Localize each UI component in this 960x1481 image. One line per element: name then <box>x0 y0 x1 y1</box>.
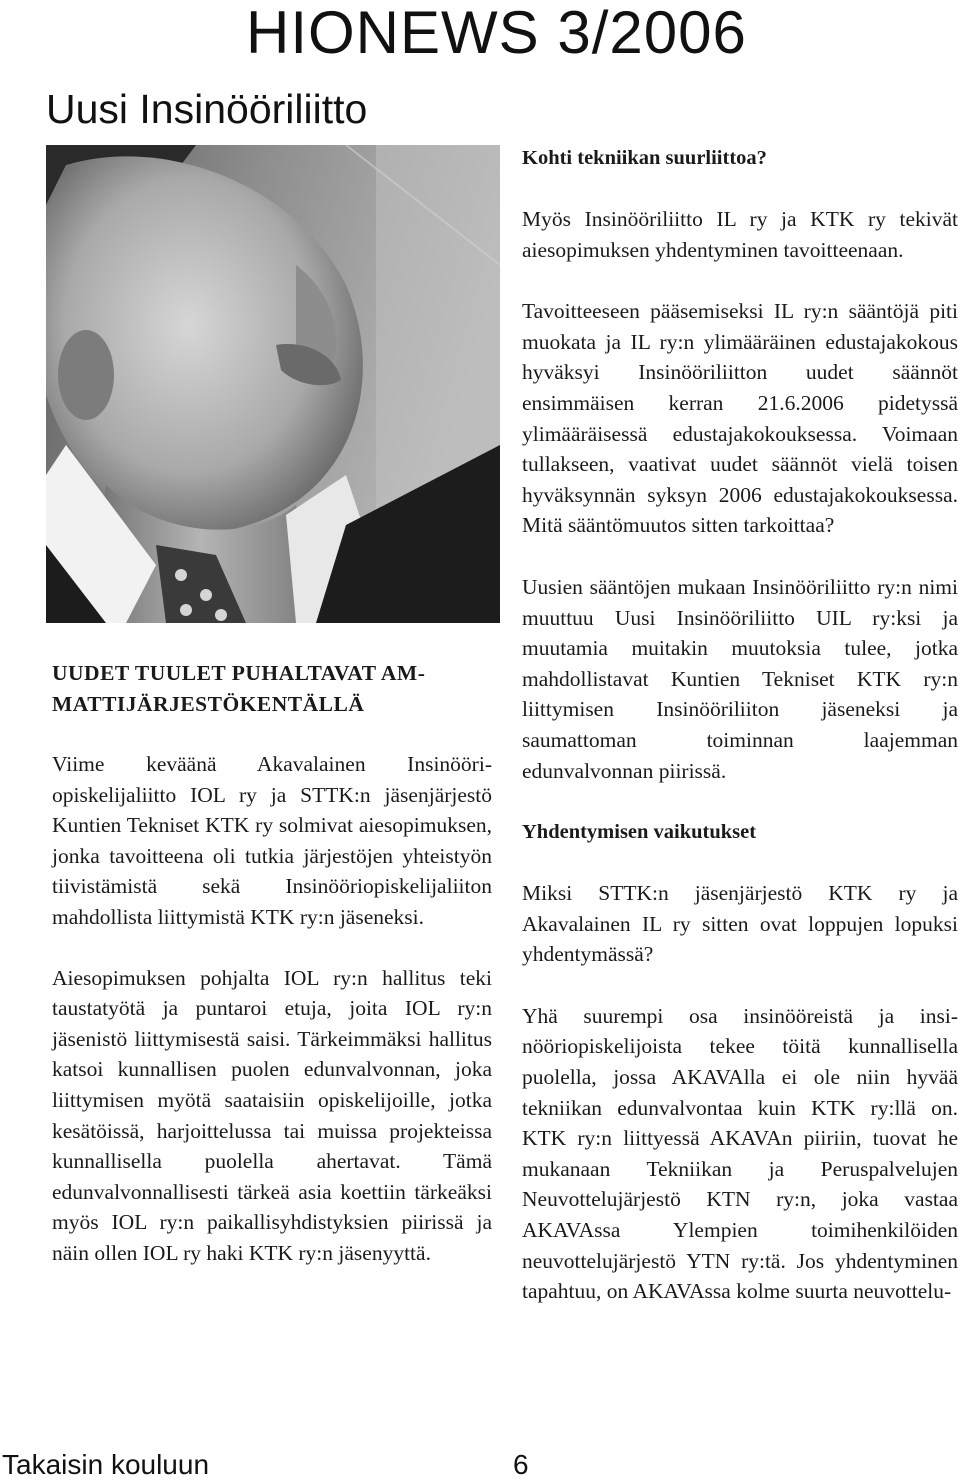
paragraph: Yhä suurempi osa insinööreistä ja insinööriopiskelijoista tekee töitä kunnallisella puolella, jossa AKAVAlla ei ole niin hyvää tekniikan edunvalvontaa kuin KTK ry:llä on. KTK ry:n liittyessä AKAVAn piiriin, tuovat he mukanaan Tekniikan ja Peruspalvelujen Neuvottelujärjestö KTN ry:n, joka vastaa AKAVAssa Ylempien toimihenkilöiden neuvottelujärjestö YTN ry:tä. Jos yhdentyminen tapahtuu, on AKAVAssa kolme suurta neuvottelu- <box>522 1003 958 1304</box>
right-column <box>522 143 958 1307</box>
section-heading: Yhdentymisen vaikutukset <box>522 821 757 844</box>
section-heading: Kohti tekniikan suurliittoa? <box>522 147 767 169</box>
paragraph: Myös Insinööriliitto IL ry ja KTK ry tekivät aiesopimuksen yhdentyminen tavoitteenaan. <box>522 207 958 262</box>
paragraph: Uusien sääntöjen mukaan Insinööriliitto ry:n nimi muuttuu Uusi Insinööriliitto UIL ry:ksi ja muutamia muitakin muutoksia tulee, jotka mahdollistavat Kuntien Tekniset KTK ry:n liittymisen Insinööriliiton jäseneksi ja saumattoman toiminnan laajemman edunvalvonnan piirissä. <box>522 574 958 783</box>
masthead-title: HIONEWS 3/2006 <box>246 0 747 66</box>
left-column <box>52 658 492 1269</box>
page-subtitle: Uusi Insinööriliitto <box>46 86 368 132</box>
article-heading: UUDET TUULET PUHALTAVAT AMMATTIJÄRJESTÖKENTÄLLÄ <box>52 661 425 716</box>
footer-section-label: Takaisin kouluun <box>2 1449 210 1480</box>
portrait-photo <box>46 145 500 623</box>
paragraph: Miksi STTK:n jäsenjärjestö KTK ry ja Akavalainen IL ry sitten ovat loppujen lopuksi yhdentymässä? <box>522 881 958 967</box>
paragraph: Tavoitteeseen pääsemiseksi IL ry:n sääntöjä piti muokata ja IL ry:n ylimääräinen edustajakokous hyväksyi Insinööriliitton uudet säännöt ensimmäisen kerran 21.6.2006 pidetyssä ylimääräisessä edustajakokouksessa. Voimaan tullakseen, vaativat uudet säännöt vielä toisen hyväksynnän syksyn 2006 edustajakokouksessa. Mitä sääntömuutos sitten tarkoittaa? <box>522 299 958 538</box>
paragraph: Viime keväänä Akavalainen Insinööriopiskelijaliitto IOL ry ja STTK:n jäsenjärjestö Kuntien Tekniset KTK ry solmivat aiesopimuksen, jonka tavoitteena oli tutkia järjestöjen yhteistyön tiivistämistä sekä Insinööriopiskelijaliiton mahdollista liittymistä KTK ry:n jäseneksi. <box>52 752 492 929</box>
paragraph: Aiesopimuksen pohjalta IOL ry:n hallitus teki taustatyötä ja puntaroi etuja, joita IOL ry:n jäsenistö liittymisestä saisi. Tärkeimmäksi hallitus katsoi kunnallisen puolen edunvalvonnan, joka liittymisen myötä saataisiin opiskelijoille, jotka kesätöissä, harjoittelussa tai muissa projekteissa kunnallisella puolella ahertavat. Tämä edunvalvonnallisesti tärkeä asia koettiin tärkeäksi myös IOL ry:n paikallisyhdistyksien piirissä ja näin ollen IOL ry haki KTK ry:n jäsenyyttä. <box>52 965 492 1265</box>
page-number: 6 <box>513 1449 529 1480</box>
